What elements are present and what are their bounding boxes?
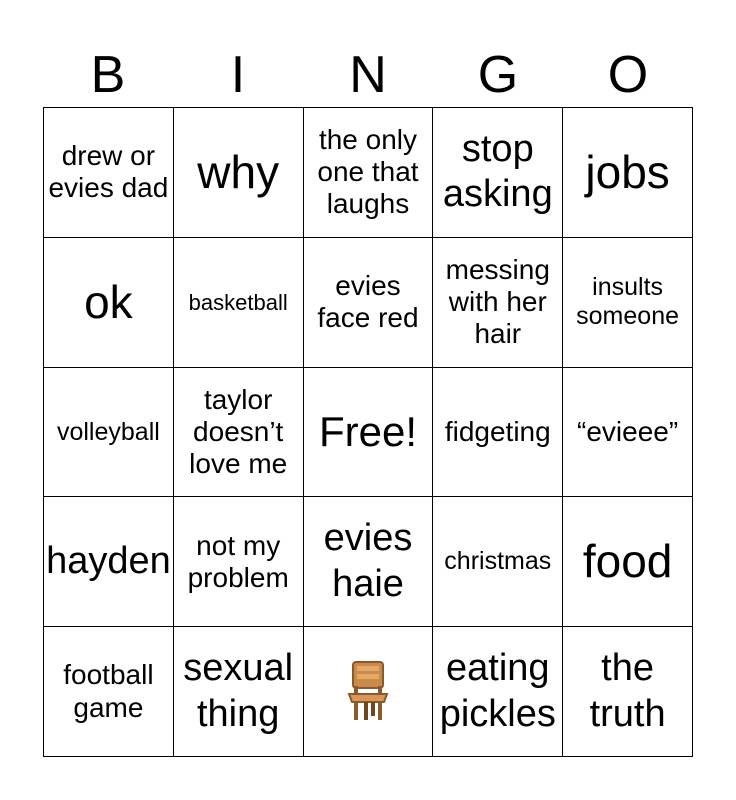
bingo-cell[interactable]: evies haie: [304, 497, 434, 627]
bingo-cell[interactable]: food: [563, 497, 693, 627]
bingo-cell[interactable]: the truth: [563, 627, 693, 757]
bingo-cell[interactable]: hayden: [44, 497, 174, 627]
bingo-card-grid: [43, 107, 693, 757]
bingo-cell[interactable]: sexual thing: [174, 627, 304, 757]
chair-icon: [344, 660, 392, 724]
bingo-cell[interactable]: football game: [44, 627, 174, 757]
header-letter-b: B: [90, 46, 126, 104]
bingo-cell[interactable]: not my problem: [174, 497, 304, 627]
free-space-cell[interactable]: Free!: [304, 368, 434, 498]
bingo-cell[interactable]: insults someone: [563, 238, 693, 368]
header-letter-n: N: [349, 46, 387, 104]
bingo-cell[interactable]: “evieee”: [563, 368, 693, 498]
bingo-cell[interactable]: messing with her hair: [433, 238, 563, 368]
bingo-cell[interactable]: ok: [44, 238, 174, 368]
bingo-cell[interactable]: why: [174, 108, 304, 238]
bingo-header: [43, 44, 693, 106]
header-letter-g: G: [477, 46, 519, 104]
bingo-cell[interactable]: fidgeting: [433, 368, 563, 498]
bingo-cell[interactable]: taylor doesn’t love me: [174, 368, 304, 498]
bingo-cell[interactable]: eating pickles: [433, 627, 563, 757]
bingo-cell[interactable]: christmas: [433, 497, 563, 627]
bingo-cell-chair[interactable]: [304, 627, 434, 757]
header-letter-o: O: [607, 46, 649, 104]
bingo-cell[interactable]: the only one that laughs: [304, 108, 434, 238]
bingo-cell[interactable]: volleyball: [44, 368, 174, 498]
bingo-cell[interactable]: stop asking: [433, 108, 563, 238]
bingo-cell[interactable]: drew or evies dad: [44, 108, 174, 238]
bingo-cell[interactable]: evies face red: [304, 238, 434, 368]
header-letter-i: I: [230, 46, 246, 104]
bingo-cell[interactable]: basketball: [174, 238, 304, 368]
bingo-cell[interactable]: jobs: [563, 108, 693, 238]
